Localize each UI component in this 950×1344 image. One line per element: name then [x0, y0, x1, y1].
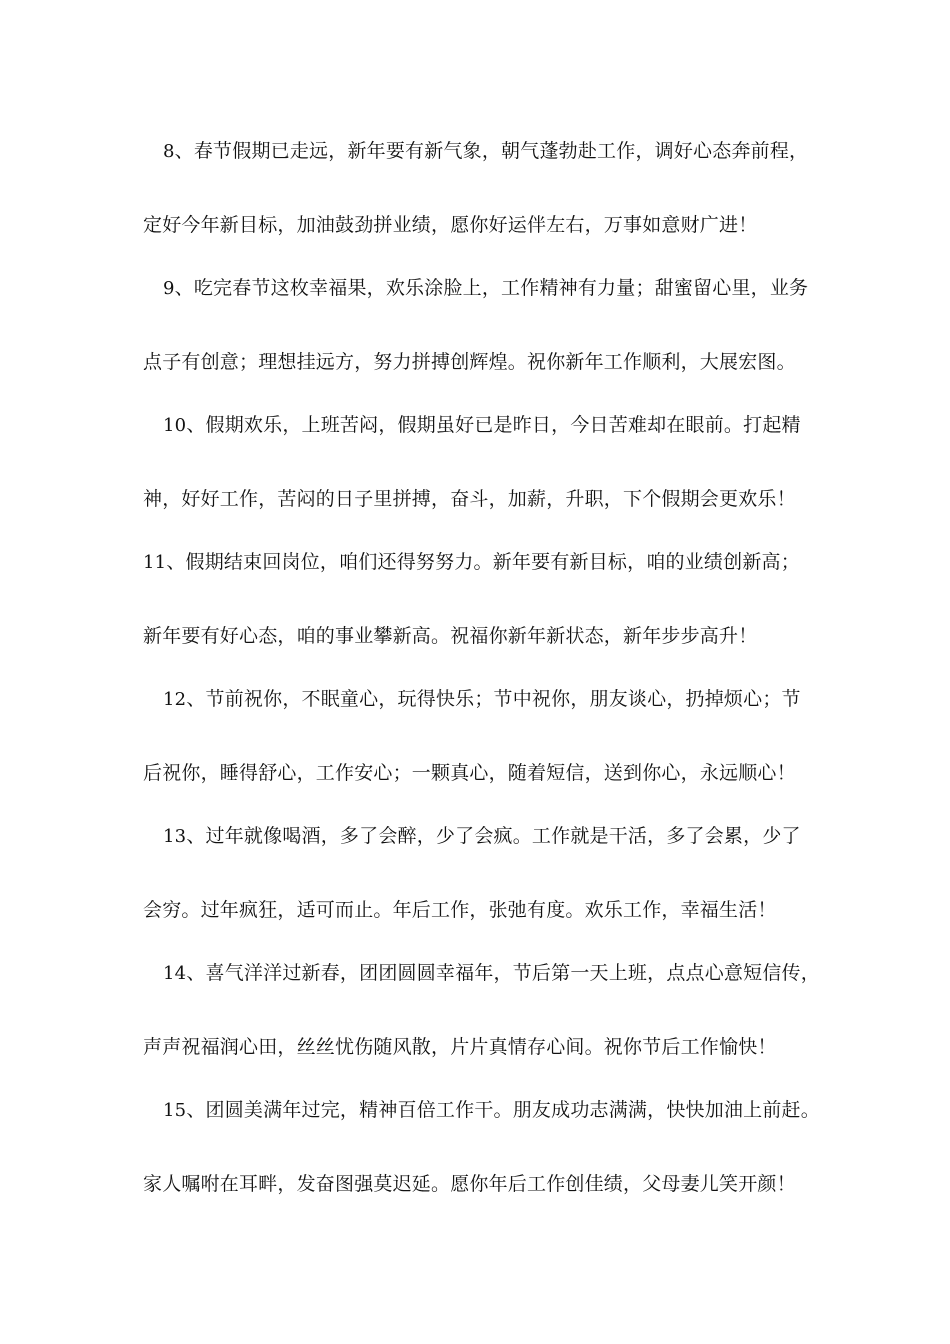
paragraph-number: 13 — [163, 826, 187, 847]
paragraph-11-line-1 — [143, 547, 813, 577]
paragraph-10-line-1 — [163, 410, 833, 440]
paragraph-15-line-1 — [163, 1095, 833, 1125]
paragraph-9-line-2: 点子有创意；理想挂远方，努力拼搏创辉煌。祝你新年工作顺利，大展宏图。 — [143, 351, 796, 373]
paragraph-text: 、喜气洋洋过新春，团团圆圆幸福年，节后第一天上班，点点心意短信传， — [186, 962, 820, 984]
paragraph-8-line-2: 定好今年新目标，加油鼓劲拼业绩，愿你好运伴左右，万事如意财广进！ — [143, 214, 758, 236]
paragraph-13-line-1 — [163, 821, 833, 851]
paragraph-number: 14 — [163, 963, 187, 984]
paragraph-text: 、团圆美满年过完，精神百倍工作干。朋友成功志满满，快快加油上前赶。 — [186, 1099, 820, 1121]
paragraph-number: 11 — [143, 552, 167, 573]
paragraph-11-line-2: 新年要有好心态，咱的事业攀新高。祝福你新年新状态，新年步步高升！ — [143, 625, 758, 647]
paragraph-9-line-1 — [163, 273, 833, 303]
paragraph-text: 、节前祝你，不眠童心，玩得快乐；节中祝你，朋友谈心，扔掉烦心；节 — [186, 688, 801, 710]
paragraph-text: 、假期欢乐，上班苦闷，假期虽好已是昨日，今日苦难却在眼前。打起精 — [186, 414, 801, 436]
paragraph-text: 、过年就像喝酒，多了会醉，少了会疯。工作就是干活，多了会累，少了 — [186, 825, 801, 847]
paragraph-number: 12 — [163, 689, 187, 710]
paragraph-13-line-2: 会穷。过年疯狂，适可而止。年后工作，张弛有度。欢乐工作，幸福生活！ — [143, 899, 777, 921]
paragraph-12-line-2: 后祝你，睡得舒心，工作安心；一颗真心，随着短信，送到你心，永远顺心！ — [143, 762, 796, 784]
paragraph-number: 9 — [163, 278, 175, 299]
paragraph-12-line-1 — [163, 684, 833, 714]
paragraph-10-line-2: 神，好好工作，苦闷的日子里拼搏，奋斗，加薪，升职，下个假期会更欢乐！ — [143, 488, 796, 510]
paragraph-text: 、吃完春节这枚幸福果，欢乐涂脸上，工作精神有力量；甜蜜留心里，业务 — [174, 277, 809, 299]
paragraph-14-line-1 — [163, 958, 833, 988]
paragraph-text: 、春节假期已走远，新年要有新气象，朝气蓬勃赴工作，调好心态奔前程， — [174, 140, 809, 162]
paragraph-number: 15 — [163, 1100, 187, 1121]
paragraph-number: 8 — [163, 141, 175, 162]
paragraph-15-line-2: 家人嘱咐在耳畔，发奋图强莫迟延。愿你年后工作创佳绩，父母妻儿笑开颜！ — [143, 1173, 796, 1195]
paragraph-14-line-2: 声声祝福润心田，丝丝忧伤随风散，片片真情存心间。祝你节后工作愉快！ — [143, 1036, 777, 1058]
paragraph-text: 、假期结束回岗位，咱们还得努努力。新年要有新目标，咱的业绩创新高； — [166, 551, 800, 573]
paragraph-number: 10 — [163, 415, 187, 436]
paragraph-8-line-1 — [163, 136, 833, 166]
